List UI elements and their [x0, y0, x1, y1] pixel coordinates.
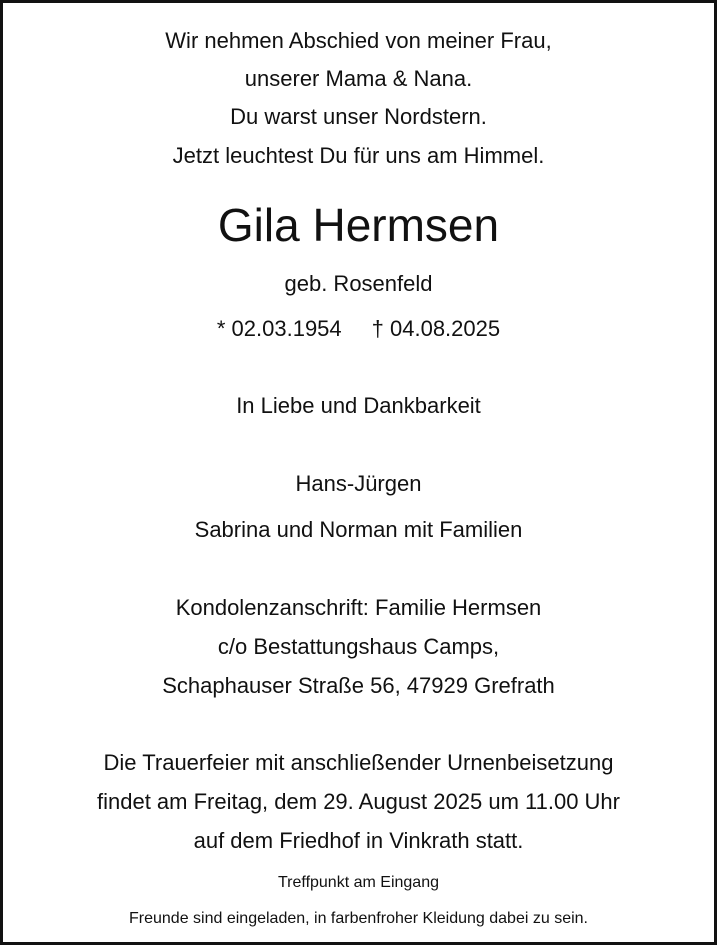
condolence-address-line: c/o Bestattungshaus Camps, — [217, 634, 500, 659]
dedication: In Liebe und Dankbarkeit — [236, 393, 481, 418]
dress-note: Freunde sind eingeladen, in farbenfroher Kleidung dabei zu sein. — [129, 910, 588, 927]
death-date: † 04.08.2025 — [371, 316, 501, 341]
birth-date: * 02.03.1954 — [216, 316, 342, 341]
intro-line: Wir nehmen Abschied von meiner Frau, — [165, 28, 552, 53]
life-dates — [3, 318, 714, 340]
intro-line: Du warst unser Nordstern. — [230, 104, 487, 129]
maiden-name: geb. Rosenfeld — [284, 271, 433, 296]
intro-line: Jetzt leuchtest Du für uns am Himmel. — [172, 143, 545, 168]
ceremony-line: findet am Freitag, dem 29. August 2025 um 11.00 Uhr — [96, 789, 620, 814]
mourner-line: Sabrina und Norman mit Familien — [194, 517, 523, 542]
deceased-name: Gila Hermsen — [217, 199, 500, 251]
condolence-address-line: Kondolenzanschrift: Familie Hermsen — [175, 595, 542, 620]
mourner-line: Hans-Jürgen — [295, 471, 422, 496]
ceremony-line: Die Trauerfeier mit anschließender Urnenbeisetzung — [103, 750, 614, 775]
ceremony-line: auf dem Friedhof in Vinkrath statt. — [193, 828, 524, 853]
meeting-point: Treffpunkt am Eingang — [278, 874, 439, 891]
condolence-address-line: Schaphauser Straße 56, 47929 Grefrath — [162, 673, 555, 698]
intro-line: unserer Mama & Nana. — [244, 66, 473, 91]
